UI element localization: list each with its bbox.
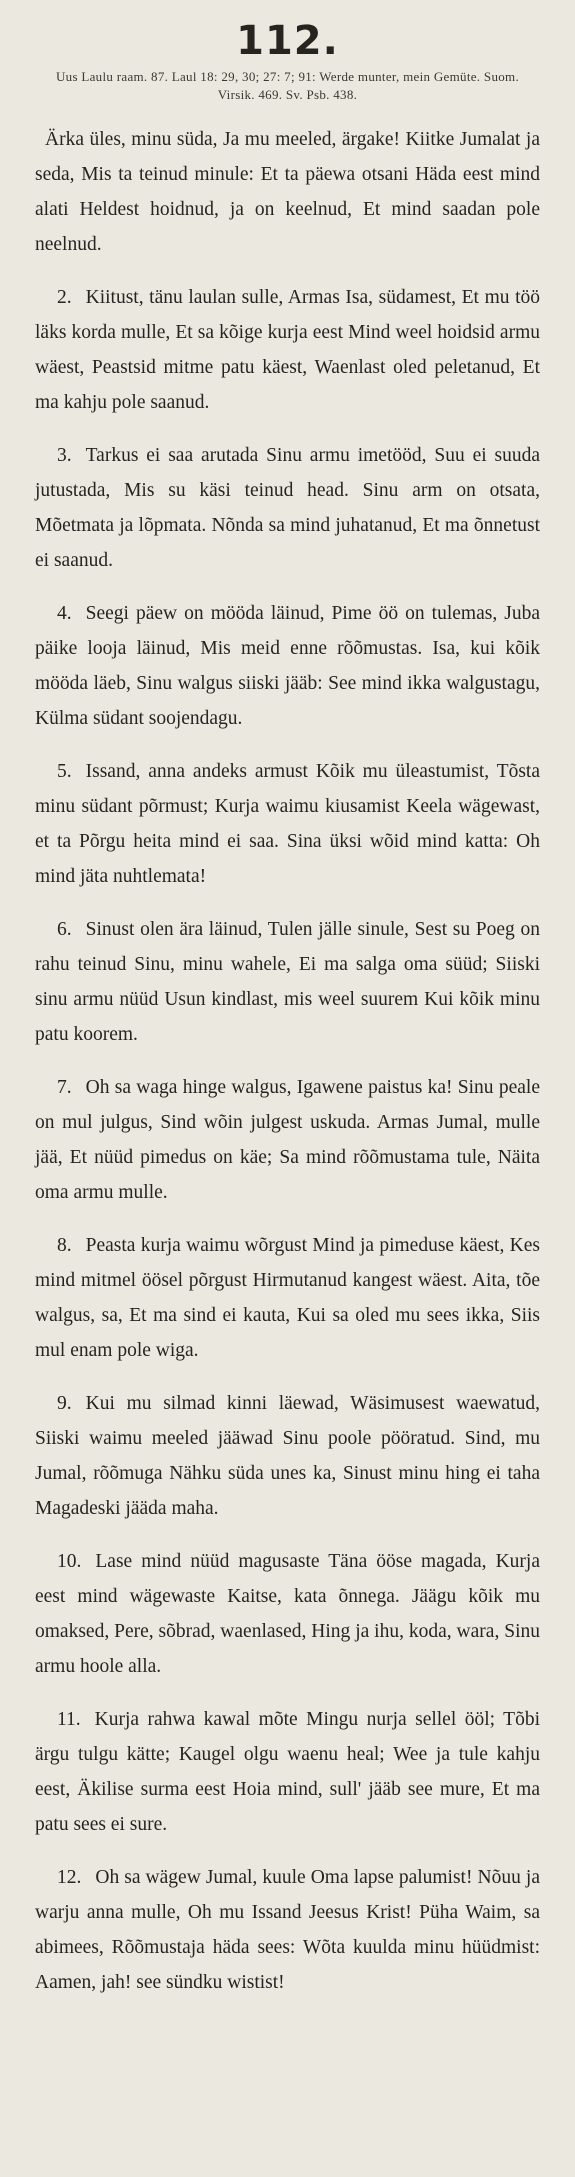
verse-2 (35, 280, 540, 420)
verse-12 (35, 1860, 540, 2000)
verse-number: 7. (57, 1077, 72, 1098)
verse-number: 6. (57, 919, 72, 940)
verse-number: 4. (57, 603, 72, 624)
verse-5 (35, 754, 540, 894)
verse-text: Issand, anna andeks armust Kõik mu üleastumist, Tõsta minu südant põrmust; Kurja waimu kiusamist Keela wägewast, et ta Põrgu heita mind ei saa. Sina üksi wõid mind katta: Oh mind jäta nuhtlemata! (35, 761, 540, 887)
verse-4 (35, 596, 540, 736)
verse-6 (35, 912, 540, 1052)
verse-text: Oh sa waga hinge walgus, Igawene paistus ka! Sinu peale on mul julgus, Sind wõin julgest uskuda. Armas Jumal, mulle jää, Et nüüd pimedus on käe; Sa mind rõõmustama tule, Näita oma armu mulle. (35, 1077, 540, 1203)
verse-number: 2. (57, 287, 72, 308)
verse-text: Kui mu silmad kinni läewad, Wäsimusest waewatud, Siiski waimu meeled jääwad Sinu poole pööratud. Sind, mu Jumal, rõõmuga Nähku süda unes ka, Sinust minu hing ei taha Magadeski jääda maha. (35, 1393, 540, 1519)
verse-number: 3. (57, 445, 72, 466)
verse-text: Tarkus ei saa arutada Sinu armu imetööd, Suu ei suuda jutustada, Mis su käsi teinud head. Sinu arm on otsata, Mõetmata ja lõpmata. Nõnda sa mind juhatanud, Et ma õnnetust ei saanud. (35, 445, 540, 571)
verse-text: Sinust olen ära läinud, Tulen jälle sinule, Sest su Poeg on rahu teinud Sinu, minu wahele, Ei ma salga oma süüd; Siiski sinu armu nüüd Usun kindlast, mis weel suurem Kui kõik minu patu koorem. (35, 919, 540, 1045)
verse-text: Oh sa wägew Jumal, kuule Oma lapse palumist! Nõuu ja warju anna mulle, Oh mu Issand Jeesus Krist! Püha Waim, sa abimees, Rõõmustaja häda sees: Wõta kuulda minu hüüdmist: Aamen, jah! see sündku wistist! (35, 1867, 540, 1993)
hymn-number: 112. (236, 18, 339, 64)
verse-8 (35, 1228, 540, 1368)
verse-number: 10. (57, 1551, 82, 1572)
verse-number: 5. (57, 761, 72, 782)
verse-text: Peasta kurja waimu wõrgust Mind ja pimeduse käest, Kes mind mitmel öösel põrgust Hirmutanud kangest wäest. Aita, tõe walgus, sa, Et ma sind ei kauta, Kui sa oled mu sees ikka, Siis mul enam pole wiga. (35, 1235, 540, 1361)
verse-text: Kiitust, tänu laulan sulle, Armas Isa, südamest, Et mu töö läks korda mulle, Et sa kõige kurja eest Mind weel hoidsid armu wäest, Peastsid mitme patu käest, Waenlast oled peletanud, Et ma kahju pole saanud. (35, 287, 540, 413)
verse-text: Lase mind nüüd magusaste Täna ööse magada, Kurja eest mind wägewaste Kaitse, kata õnnega. Jäägu kõik mu omaksed, Pere, sõbrad, waenlased, Hing ja ihu, koda, wara, Sinu armu hoole alla. (35, 1551, 540, 1677)
verse-text: Seegi päew on mööda läinud, Pime öö on tulemas, Juba päike looja läinud, Mis meid enne rõõmustas. Isa, kui kõik mööda läeb, Sinu walgus siiski jääb: See mind ikka walgustagu, Külma südant soojendagu. (35, 603, 540, 729)
verse-number: 8. (57, 1235, 72, 1256)
verse-9 (35, 1386, 540, 1526)
verse-number: 9. (57, 1393, 72, 1414)
verse-text: Kurja rahwa kawal mõte Mingu nurja sellel ööl; Tõbi ärgu tulgu kätte; Kaugel olgu waenu heal; Wee ja tule kahju eest, Äkilise surma eest Hoia mind, sull' jääb see mure, Et ma patu sees ei sure. (35, 1709, 540, 1835)
verse-3 (35, 438, 540, 578)
hymn-references: Uus Laulu raam. 87. Laul 18: 29, 30; 27: 7; 91: Werde munter, mein Gemüte. Suom. Virsik. 469. Sv. Psb. 438. (55, 69, 520, 102)
verse-10 (35, 1544, 540, 1684)
verse-7 (35, 1070, 540, 1210)
verse-text: Ärka üles, minu süda, Ja mu meeled, ärgake! Kiitke Jumalat ja seda, Mis ta teinud minule: Et ta päewa otsani Häda eest mind alati Heldest hoidnud, ja on keelnud, Et mind saadan pole neelnud. (35, 129, 540, 255)
verse-number: 11. (57, 1709, 81, 1730)
verse-number: 12. (57, 1867, 82, 1888)
verse-11 (35, 1702, 540, 1842)
verse-1 (35, 122, 540, 262)
